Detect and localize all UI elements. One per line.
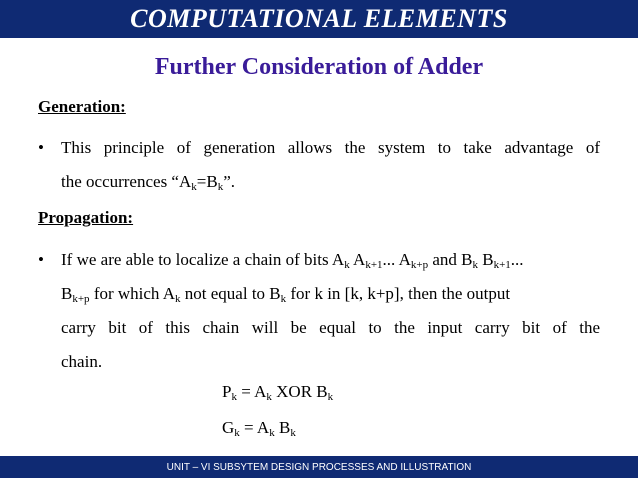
slide-title: COMPUTATIONAL ELEMENTS [130,4,508,33]
equation-propagate: $P_k = A_k$ XOR $B_k$ [222,382,334,403]
propagation-bullet [38,243,600,379]
propagation-line-2 [38,277,600,311]
propagation-line-1 [38,243,600,277]
bullet-icon: • [38,250,44,269]
propagation-line-1-text: If we are able to localize a chain of bits $A_k$ $A_{k+1}$... $A_{k+p}$ and $B_k$ $B_{k+1}$... [61,250,524,271]
propagation-heading: Propagation: [38,208,134,227]
generation-heading: Generation: [38,97,126,116]
generation-line-1-text: This principle of generation allows the system to take advantage of [61,138,600,157]
footer-text: UNIT – VI SUBSYTEM DESIGN PROCESSES AND ILLUSTRATION [166,461,472,473]
generation-line-2 [38,165,600,199]
slide-footer-bar [0,456,638,478]
propagation-line-2-text: $B_{k+p}$ for which $A_k$ not equal to $B_k$ for k in [k, k+p], then the output [61,284,511,305]
generation-bullet [38,131,600,199]
propagation-line-3 [38,311,600,345]
generation-line-2-text: the occurrences “$A_k=B_k$”. [61,172,235,193]
propagation-line-3-text: carry bit of this chain will be equal to the input carry bit of the [61,318,600,337]
bullet-icon: • [38,138,44,157]
propagation-line-4-text: chain. [61,352,103,371]
slide-header-bar [0,0,638,38]
equation-generate: $G_k = A_k$ $B_k$ [222,418,296,439]
generation-line-1 [38,131,600,165]
propagation-line-4 [38,345,600,379]
slide-subtitle: Further Consideration of Adder [154,54,484,80]
